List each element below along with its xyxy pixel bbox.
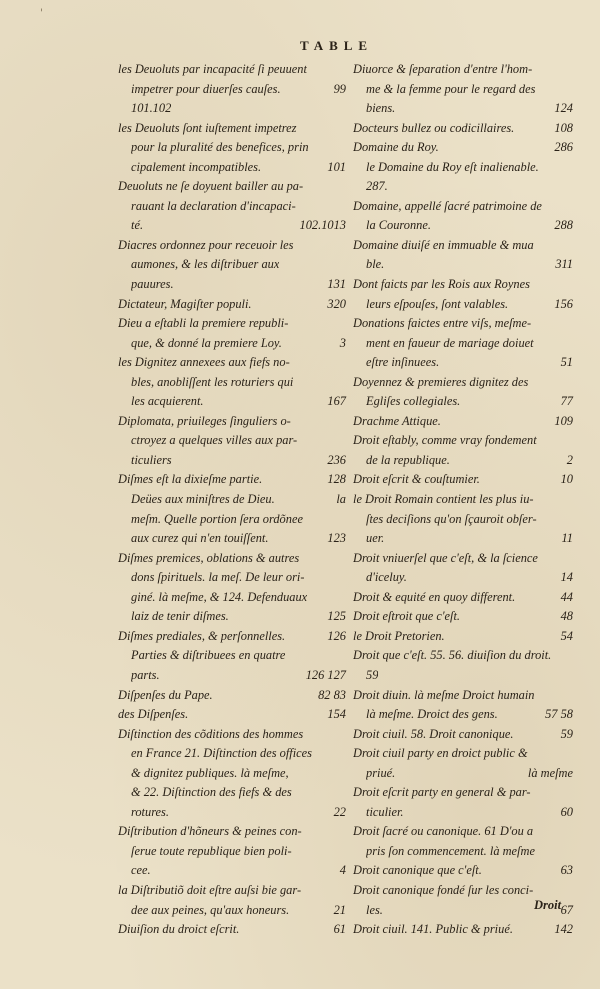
index-entry-page-ref — [569, 549, 573, 569]
index-entry-page-ref — [569, 646, 573, 666]
index-entry — [353, 158, 573, 178]
index-entry-page-ref — [569, 686, 573, 706]
index-entry-page-ref — [342, 744, 346, 764]
index-entry — [353, 334, 573, 354]
index-entry-page-ref: 2 — [566, 452, 573, 467]
index-entry-page-ref — [342, 99, 346, 119]
index-entry-page-ref: la — [336, 492, 346, 507]
index-entry-page-ref: 59 — [560, 726, 573, 741]
index-entry — [353, 138, 573, 158]
index-entry — [118, 412, 346, 432]
index-entry-text: Deuoluts ne ſe doyuent bailler au pa- — [118, 179, 304, 194]
index-entry-text: en France 21. Diſtinction des offices — [131, 746, 313, 761]
index-entry — [118, 588, 346, 608]
index-entry-text: ment en faueur de mariage doiuet — [366, 335, 534, 350]
index-entry-text: eſtre inſinuees. — [366, 355, 440, 370]
index-entry-page-ref: 22 — [333, 804, 346, 819]
index-entry-page-ref: 126 — [327, 628, 346, 643]
index-entry-text: 101.102 — [131, 101, 172, 116]
index-entry — [353, 646, 573, 666]
index-entry — [118, 842, 346, 862]
index-entry-page-ref — [569, 881, 573, 901]
index-entry — [353, 99, 573, 119]
index-entry-page-ref: 48 — [560, 609, 573, 624]
index-entry-text: les Dignitez annexees aux fiefs no- — [118, 355, 290, 370]
index-entry-page-ref — [569, 373, 573, 393]
index-entry-text: le Domaine du Roy eſt inalienable. — [366, 159, 539, 174]
index-entry-text: ble. — [366, 257, 385, 272]
index-entry-page-ref — [342, 764, 346, 784]
index-entry — [353, 666, 573, 686]
index-entry-text: Doyennez & premieres dignitez des — [353, 374, 529, 389]
index-entry-page-ref: 124 — [554, 101, 573, 116]
index-entry-page-ref: 128 — [327, 472, 346, 487]
index-entry — [353, 686, 573, 706]
index-column-left — [118, 60, 346, 940]
index-entry-text: Diacres ordonnez pour receuoir les — [118, 237, 294, 252]
index-entry-text: que, & donné la premiere Loy. — [131, 335, 282, 350]
index-entry-text: pauures. — [131, 277, 174, 292]
index-entry — [118, 725, 346, 745]
index-entry-text: Droit ciuil. 141. Public & priué. — [353, 922, 513, 937]
index-entry — [353, 549, 573, 569]
index-entry-page-ref: 286 — [554, 140, 573, 155]
index-entry-page-ref — [342, 725, 346, 745]
index-entry-page-ref: 51 — [560, 355, 573, 370]
index-entry-text: biens. — [366, 101, 396, 116]
index-entry — [118, 373, 346, 393]
index-entry-text: Droit canonique fondé ſur les conci- — [353, 882, 534, 897]
index-entry-page-ref: 126 127 — [305, 667, 346, 682]
index-entry-text: dons ſpirituels. la meſ. De leur ori- — [131, 570, 305, 585]
index-entry-page-ref — [569, 60, 573, 80]
index-entry-text: Domaine, appellé ſacré patrimoine de — [353, 198, 542, 213]
index-entry-page-ref: là meſme — [527, 765, 573, 780]
index-entry-text: là meſme. Droict des gens. — [366, 707, 498, 722]
index-entry — [118, 216, 346, 236]
index-entry-text: la Diſtributiõ doit eſtre auſsi bie gar- — [118, 882, 302, 897]
index-entry — [353, 216, 573, 236]
index-entry-text: Egliſes collegiales. — [366, 394, 461, 409]
index-entry-text: Droit eſtably, comme vray fondement — [353, 433, 537, 448]
index-entry — [353, 295, 573, 315]
index-entry — [353, 861, 573, 881]
index-entry-page-ref — [342, 177, 346, 197]
index-entry-page-ref: 61 — [333, 922, 346, 937]
index-entry — [118, 607, 346, 627]
index-entry-page-ref: 311 — [555, 257, 573, 272]
index-entry-text: Donations faictes entre viſs, meſme- — [353, 316, 532, 331]
index-entry — [353, 627, 573, 647]
index-entry-page-ref — [569, 158, 573, 178]
index-entry-text: la Couronne. — [366, 218, 431, 233]
index-entry-text: Diſtribution d'hõneurs & peines con- — [118, 824, 302, 839]
index-entry-text: Dieu a eſtabli la premiere republi- — [118, 316, 289, 331]
index-entry-text: pour la pluralité des benefices, prin — [131, 140, 309, 155]
index-entry-page-ref — [569, 666, 573, 686]
catchword: Droit — [534, 898, 562, 912]
index-entry-text: Domaine du Roy. — [353, 140, 439, 155]
index-entry — [118, 177, 346, 197]
index-entry — [118, 255, 346, 275]
index-entry — [353, 451, 573, 471]
index-entry-page-ref — [569, 334, 573, 354]
index-entry-text: Diſmes premices, oblations & autres — [118, 550, 300, 565]
index-entry-page-ref: 14 — [560, 570, 573, 585]
index-entry-text: Dictateur, Magiſter populi. — [118, 296, 252, 311]
index-entry-text: de la republique. — [366, 452, 450, 467]
index-entry-page-ref — [569, 783, 573, 803]
index-entry — [353, 412, 573, 432]
index-entry — [118, 80, 346, 100]
index-entry — [118, 510, 346, 530]
index-entry — [353, 197, 573, 217]
index-entry-text: Droit & equité en quoy different. — [353, 589, 516, 604]
index-entry-page-ref — [342, 510, 346, 530]
index-entry-text: Droit canonique que c'eſt. — [353, 863, 482, 878]
index-entry — [118, 803, 346, 823]
index-entry-page-ref — [342, 881, 346, 901]
index-entry-page-ref — [342, 373, 346, 393]
index-entry-page-ref — [342, 842, 346, 862]
stray-mark: ' — [40, 8, 43, 19]
index-entry — [353, 764, 573, 784]
index-entry-text: Droit ciuil party en droict public & — [353, 746, 528, 761]
index-entry-text: Diplomata, priuileges ſinguliers o- — [118, 413, 291, 428]
index-entry-text: Diuiſion du droict eſcrit. — [118, 922, 240, 937]
index-entry — [118, 119, 346, 139]
index-entry-text: pris ſon commencement. là meſme — [366, 843, 535, 858]
index-entry-page-ref: 54 — [560, 628, 573, 643]
index-entry — [353, 353, 573, 373]
index-entry — [118, 236, 346, 256]
index-entry — [353, 510, 573, 530]
index-entry-text: aumones, & les diſtribuer aux — [131, 257, 280, 272]
index-entry — [118, 138, 346, 158]
index-entry-text: le Droit Romain contient les plus iu- — [353, 492, 534, 507]
index-entry-text: meſm. Quelle portion ſera ordõnee — [131, 511, 303, 526]
index-entry — [353, 60, 573, 80]
index-entry-page-ref: 4 — [339, 863, 346, 878]
index-entry-text: Diuorce & ſeparation d'entre l'hom- — [353, 62, 533, 76]
index-entry — [118, 314, 346, 334]
index-entry — [118, 295, 346, 315]
index-entry-page-ref — [342, 549, 346, 569]
index-entry-text: dee aux peines, qu'aux honeurs. — [131, 902, 290, 917]
index-entry — [118, 686, 346, 706]
index-entry-text: Droit vniuerſel que c'eſt, & la ſcience — [353, 550, 538, 565]
index-entry-page-ref — [569, 822, 573, 842]
index-entry-text: Droit eſcrit & couſtumier. — [353, 472, 480, 487]
index-entry-text: Diſpenſes du Pape. — [118, 687, 213, 702]
index-entry-page-ref: 44 — [560, 589, 573, 604]
index-entry-page-ref: 156 — [554, 296, 573, 311]
index-entry — [118, 920, 346, 940]
running-head: TABLE — [300, 38, 374, 53]
index-entry-page-ref: 11 — [561, 531, 573, 546]
index-entry-text: 287. — [366, 179, 388, 194]
index-entry-page-ref: 131 — [327, 277, 346, 292]
index-entry-text: les Deuoluts ſont iuſtement impetrez — [118, 120, 297, 135]
index-entry-page-ref — [342, 588, 346, 608]
index-entry-page-ref: 67 — [560, 902, 573, 917]
index-entry — [118, 861, 346, 881]
index-entry-text: le Droit Pretorien. — [353, 628, 445, 643]
index-entry — [353, 80, 573, 100]
index-entry-page-ref: 60 — [560, 804, 573, 819]
index-entry — [118, 646, 346, 666]
index-entry — [118, 353, 346, 373]
index-entry-page-ref — [569, 236, 573, 256]
index-entry — [353, 568, 573, 588]
index-entry — [353, 177, 573, 197]
index-entry-text: Domaine diuiſé en immuable & mua — [353, 237, 534, 252]
index-entry — [118, 705, 346, 725]
index-entry-text: ſerue toute republique bien poli- — [131, 843, 292, 858]
index-entry-text: impetrer pour diuerſes cauſes. — [131, 81, 281, 96]
index-entry-page-ref — [569, 744, 573, 764]
index-entry — [118, 275, 346, 295]
index-entry-text: les Deuoluts par incapacité ſi peuuent — [118, 62, 307, 76]
index-entry-page-ref: 3 — [339, 335, 346, 350]
index-entry — [118, 99, 346, 119]
index-entry — [118, 529, 346, 549]
index-entry-page-ref: 320 — [327, 296, 346, 311]
index-entry-text: des Diſpenſes. — [118, 707, 189, 722]
index-entry — [118, 783, 346, 803]
index-entry-page-ref — [569, 275, 573, 295]
index-entry-text: Droit ſacré ou canonique. 61 D'ou a — [353, 824, 534, 839]
index-entry-page-ref: 99 — [333, 81, 346, 96]
index-entry-page-ref: 125 — [327, 609, 346, 624]
index-entry-text: & 22. Diſtinction des fiefs & des — [131, 785, 292, 800]
index-entry-page-ref — [342, 783, 346, 803]
index-entry-text: laiz de tenir diſmes. — [131, 609, 229, 624]
index-entry-text: té. — [131, 218, 144, 233]
index-entry — [353, 842, 573, 862]
index-entry-page-ref — [569, 80, 573, 100]
index-entry-page-ref: 77 — [560, 394, 573, 409]
index-entry-page-ref — [342, 412, 346, 432]
index-entry-text: aux curez qui n'en touiſſent. — [131, 531, 269, 546]
index-entry — [353, 822, 573, 842]
index-entry-text: Parties & diſtribuees en quatre — [131, 648, 286, 663]
index-entry-page-ref: 154 — [327, 707, 346, 722]
index-entry — [118, 158, 346, 178]
index-entry — [353, 119, 573, 139]
index-entry — [353, 490, 573, 510]
index-entry-page-ref — [342, 255, 346, 275]
index-entry-page-ref — [342, 138, 346, 158]
index-entry — [353, 783, 573, 803]
index-entry — [118, 568, 346, 588]
index-entry — [353, 255, 573, 275]
index-entry-text: Droit eſtroit que c'eſt. — [353, 609, 461, 624]
index-entry-page-ref — [569, 490, 573, 510]
index-entry-text: 59 — [366, 667, 379, 682]
index-entry-text: ctroyez a quelques villes aux par- — [131, 433, 298, 448]
index-entry-page-ref — [342, 568, 346, 588]
index-entry-text: rotures. — [131, 804, 169, 819]
index-entry — [353, 744, 573, 764]
index-entry-page-ref — [569, 314, 573, 334]
index-entry-page-ref: 101 — [327, 159, 346, 174]
index-entry-page-ref: 167 — [327, 394, 346, 409]
index-entry — [118, 744, 346, 764]
index-entry — [118, 392, 346, 412]
index-entry-page-ref — [342, 822, 346, 842]
index-entry — [353, 236, 573, 256]
index-entry — [118, 490, 346, 510]
index-entry — [353, 725, 573, 745]
index-entry — [353, 373, 573, 393]
index-entry-page-ref — [342, 646, 346, 666]
index-entry — [353, 275, 573, 295]
index-entry-page-ref — [569, 431, 573, 451]
index-entry-text: Droit eſcrit party en general & par- — [353, 785, 531, 800]
index-entry-text: cee. — [131, 863, 151, 878]
index-entry-text: Docteurs bullez ou codicillaires. — [353, 120, 515, 135]
index-entry-page-ref — [342, 119, 346, 139]
index-entry-page-ref: 21 — [333, 902, 346, 917]
index-entry-text: leurs eſpouſes, ſont valables. — [366, 296, 509, 311]
index-entry — [353, 470, 573, 490]
index-entry-page-ref — [569, 842, 573, 862]
index-entry-text: Diſtinction des cõditions des hommes — [118, 726, 304, 741]
index-entry — [118, 334, 346, 354]
index-entry — [118, 470, 346, 490]
index-entry — [118, 627, 346, 647]
index-entry — [118, 549, 346, 569]
index-entry-text: Drachme Attique. — [353, 413, 441, 428]
index-entry-text: d'iceluy. — [366, 570, 407, 585]
index-entry — [353, 588, 573, 608]
index-entry — [118, 822, 346, 842]
index-entry-text: priué. — [366, 765, 396, 780]
index-entry-page-ref — [569, 510, 573, 530]
index-entry-text: ticulier. — [366, 804, 404, 819]
index-entry — [118, 431, 346, 451]
index-entry-page-ref: 82 83 — [318, 687, 346, 702]
index-entry-text: me & la femme pour le regard des — [366, 81, 536, 96]
index-entry-page-ref: 123 — [327, 531, 346, 546]
index-column-right — [353, 60, 573, 940]
index-entry-text: giné. là meſme, & 124. Defenduaux — [131, 589, 308, 604]
index-entry — [353, 392, 573, 412]
index-entry — [353, 431, 573, 451]
index-entry-page-ref — [569, 197, 573, 217]
index-entry-text: Deües aux miniſtres de Dieu. — [131, 492, 275, 507]
index-entry — [118, 881, 346, 901]
index-entry — [353, 705, 573, 725]
index-entry-text: & dignitez publiques. là meſme, — [131, 765, 289, 780]
index-entry — [353, 803, 573, 823]
index-entry-page-ref — [342, 353, 346, 373]
index-entry-text: Droit ciuil. 58. Droit canonique. — [353, 726, 514, 741]
index-entry-text: parts. — [131, 667, 160, 682]
index-entry-page-ref — [342, 431, 346, 451]
index-entry-page-ref — [342, 60, 346, 80]
index-entry-page-ref: 63 — [560, 863, 573, 878]
index-entry-page-ref: 108 — [554, 120, 573, 135]
index-entry-page-ref — [342, 197, 346, 217]
index-entry-text: Diſmes eſt la dixieſme partie. — [118, 472, 263, 487]
index-entry-page-ref — [569, 177, 573, 197]
index-entry — [118, 197, 346, 217]
index-entry-page-ref: 102.1013 — [299, 218, 346, 233]
index-entry-page-ref: 57 58 — [545, 707, 573, 722]
index-entry — [118, 901, 346, 921]
index-entry-text: les acquierent. — [131, 394, 204, 409]
index-entry-page-ref: 109 — [554, 413, 573, 428]
index-entry — [353, 529, 573, 549]
index-entry-text: Droit que c'eſt. 55. 56. diuiſion du droit. — [353, 648, 552, 663]
index-entry-text: les. — [366, 902, 383, 917]
index-entry-text: rauant la declaration d'incapaci- — [131, 198, 296, 213]
index-entry — [353, 607, 573, 627]
index-entry-text: bles, anobliſſent les roturiers qui — [131, 374, 294, 389]
index-entry-text: Droit diuin. là meſme Droict humain — [353, 687, 535, 702]
index-entry — [353, 314, 573, 334]
index-entry-text: cipalement incompatibles. — [131, 159, 262, 174]
index-entry — [118, 764, 346, 784]
index-entry-text: ticuliers — [131, 452, 172, 467]
index-entry-page-ref — [342, 236, 346, 256]
index-entry-page-ref: 10 — [560, 472, 573, 487]
index-entry-page-ref — [342, 314, 346, 334]
index-entry — [118, 60, 346, 80]
index-entry — [353, 920, 573, 940]
index-entry-text: Dont faicts par les Rois aux Roynes — [353, 277, 530, 292]
index-entry — [118, 666, 346, 686]
index-entry — [118, 451, 346, 471]
index-entry-text: Diſmes prediales, & perſonnelles. — [118, 628, 286, 643]
index-entry-page-ref: 236 — [327, 452, 346, 467]
index-entry-text: ſtes deciſions qu'on ſçauroit obſer- — [366, 511, 537, 526]
index-entry-text: uer. — [366, 531, 385, 546]
index-entry-page-ref: 288 — [554, 218, 573, 233]
index-entry-page-ref: 142 — [554, 922, 573, 937]
